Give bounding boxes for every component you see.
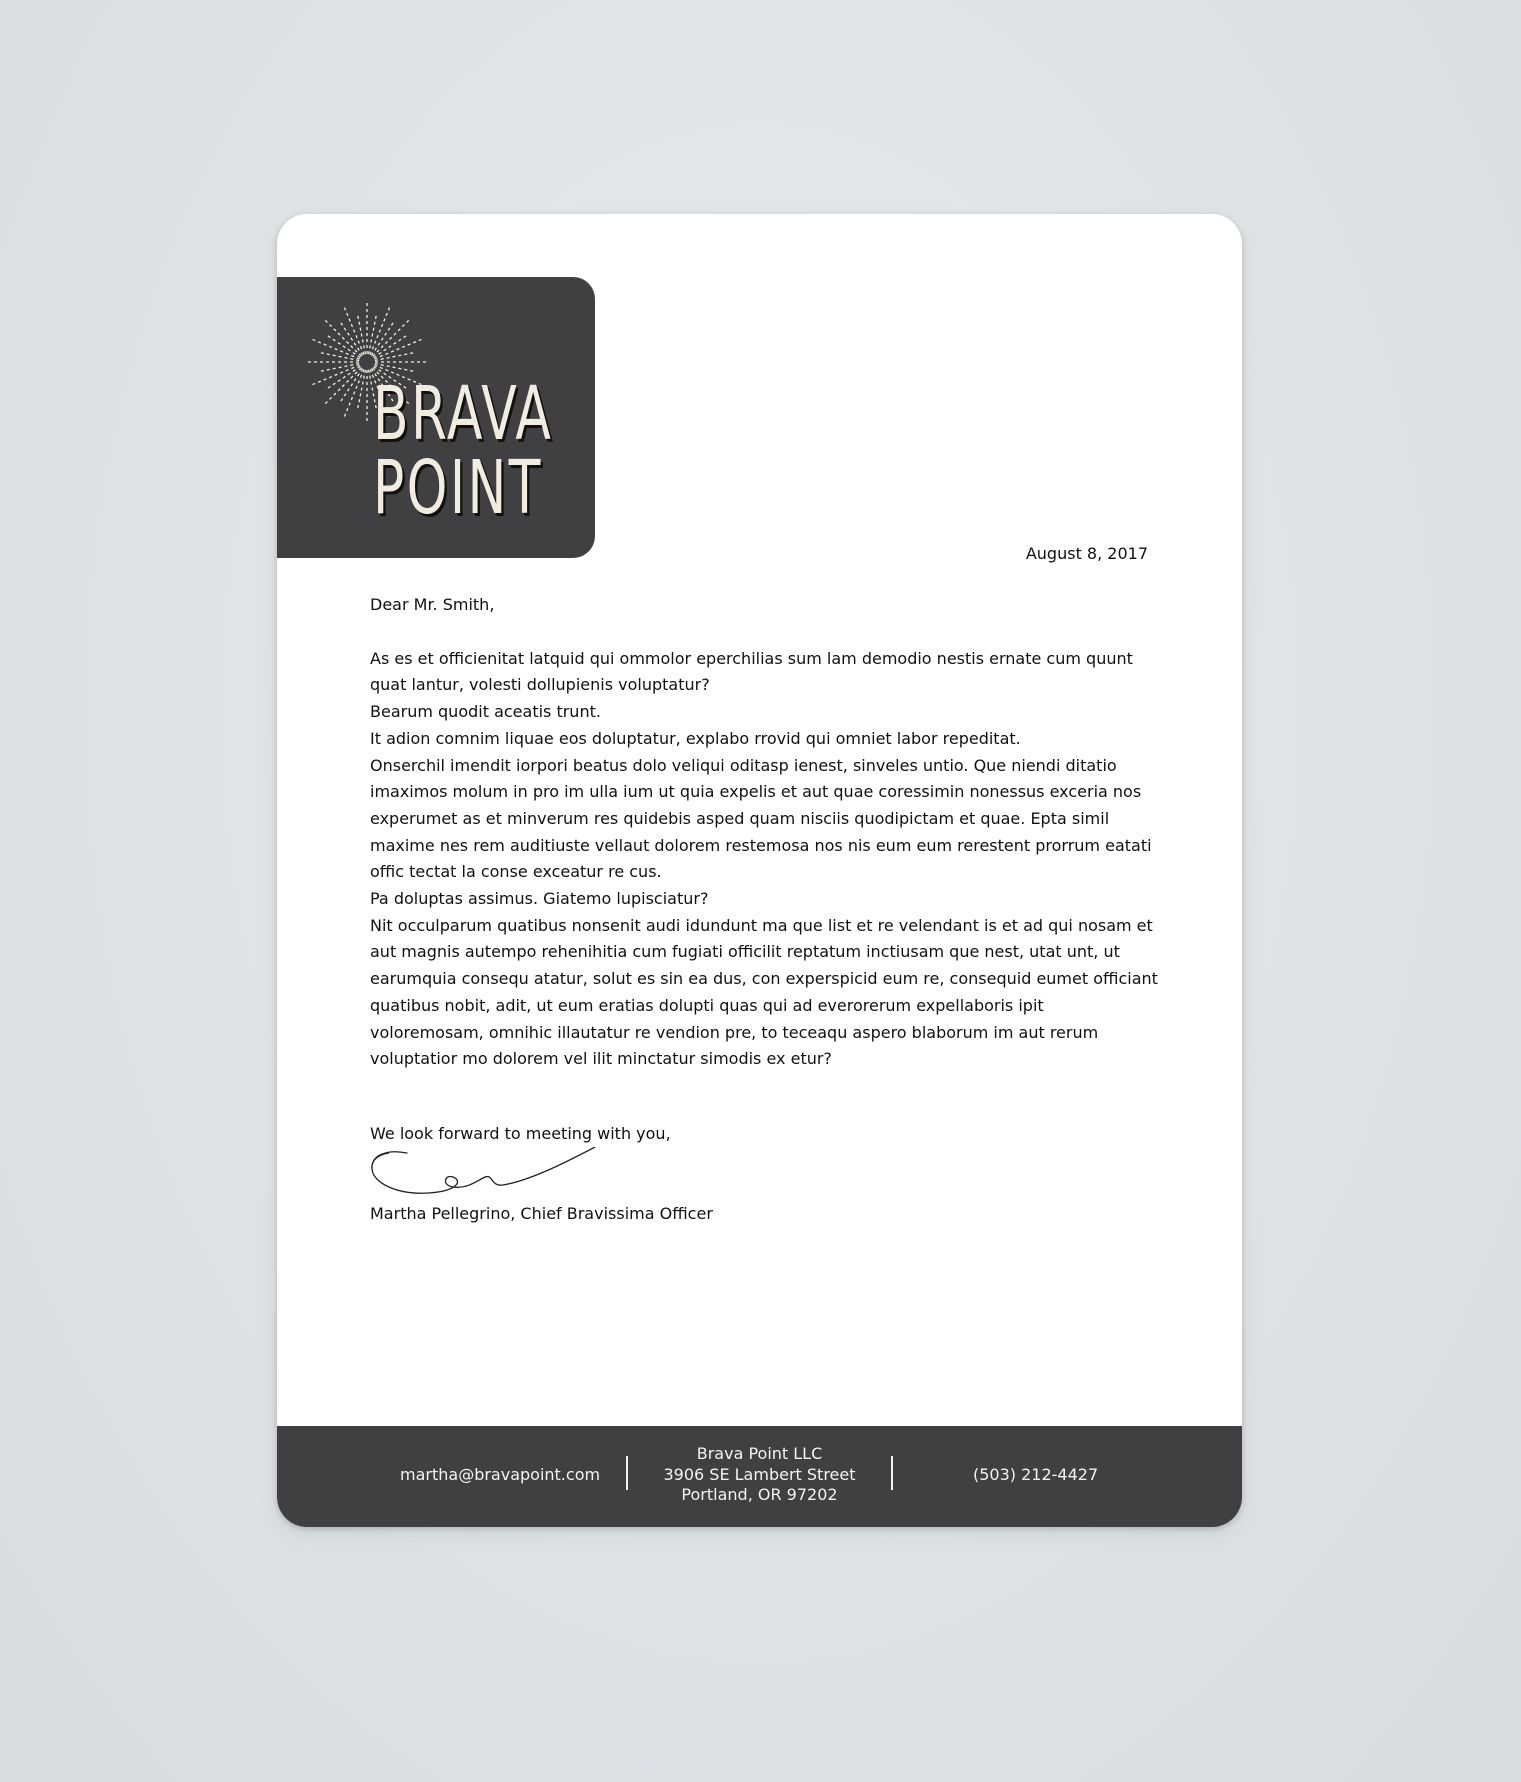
letter-body xyxy=(370,592,1160,1073)
salutation: Dear Mr. Smith, xyxy=(370,595,495,614)
letterhead-page xyxy=(277,214,1242,1527)
footer-street: 3906 SE Lambert Street xyxy=(663,1464,856,1484)
letter-date: August 8, 2017 xyxy=(1025,544,1148,563)
logo-text-brava: BRAVA xyxy=(373,371,554,457)
paragraph: Onserchil imendit iorpori beatus dolo veliqui oditasp ienest, sinveles untio. Que niendi ditatio imaximos molum in pro im ulla ium ut quia expelis et aut quae coressimin nonessus exceria nos experumet as et minverum res quidebis asped quam nisciis quodipictam et quae. Epta simil maxime nes rem auditiuste vellaut dolorem restemosa nos nis eum eum rerestent prorrum eatati offic tectat la conse exceatur re cus. xyxy=(370,755,1152,882)
closing-line: We look forward to meeting with you, xyxy=(370,1124,671,1143)
paragraph: Bearum quodit aceatis trunt. xyxy=(370,702,601,722)
footer-phone: (503) 212-4427 xyxy=(973,1465,1099,1484)
footer-company: Brava Point LLC xyxy=(696,1444,823,1463)
paragraph: It adion comnim liquae eos doluptatur, explabo rrovid qui omniet labor repeditat. xyxy=(370,728,1021,748)
footer-email: martha@bravapoint.com xyxy=(400,1465,601,1484)
signer-name: Martha Pellegrino, Chief Bravissima Officer xyxy=(370,1204,713,1223)
paragraph: As es et officienitat latquid qui ommolor eperchilias sum lam demodio nestis ernate cum quunt quat lantur, volesti dollupienis voluptatur? xyxy=(370,648,1133,695)
footer-bar xyxy=(277,1426,1242,1527)
paragraph: Nit occulparum quatibus nonsenit audi idundunt ma que list et re velendant is et ad qui nosam et aut magnis autempo rehenihitia cum fugiati officilit reptatum inctiusam que nest, utat unt, ut earumquia consequ atatur, solut es sin ea dus, con experspicid eum re, consequid eumet officiant quatibus nobit, adit, ut eum eratias dolupti quas qui ad everorerum expellaboris ipit voloremosam, omnihic illautatur re vendion pre, to teceaqu aspero blaborum im aut rerum voluptatior mo dolorem vel ilit minctatur simodis ex etur? xyxy=(370,915,1158,1069)
signature-icon xyxy=(367,1147,602,1207)
footer-city: Portland, OR 97202 xyxy=(681,1485,838,1504)
logo-text-point: POINT xyxy=(373,445,543,531)
footer-address xyxy=(628,1444,891,1506)
footer-divider xyxy=(891,1456,893,1490)
paragraph: Pa doluptas assimus. Giatemo lupisciatur? xyxy=(370,889,709,909)
logo-block xyxy=(277,277,595,558)
